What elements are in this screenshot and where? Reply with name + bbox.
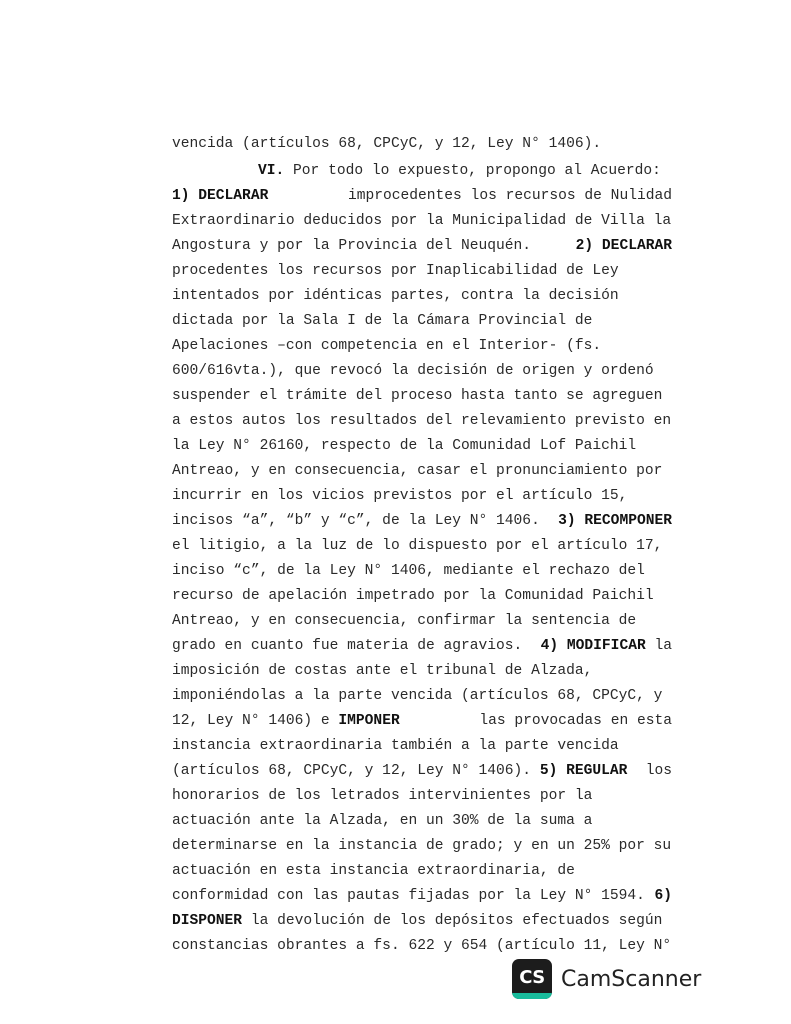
text-line (172, 186, 672, 206)
text-line (172, 261, 672, 281)
text: Antreao, y en consecuencia, confirmar la sentencia de (172, 613, 637, 629)
text-line (172, 486, 672, 506)
bold-item: 5) REGULAR (539, 763, 628, 779)
text: incisos “a”, “b” y “c”, de la Ley N° 1406. (172, 513, 540, 529)
text: grado en cuanto fue materia de agravios. (172, 638, 523, 654)
text-line (172, 836, 672, 856)
bold-item: 6) (654, 888, 672, 904)
text-line (172, 436, 672, 456)
text-line (172, 236, 672, 256)
text-line (172, 134, 672, 154)
text-line (172, 211, 672, 231)
text-line (172, 311, 672, 331)
bold-item: IMPONER (338, 713, 400, 729)
text: constancias obrantes a fs. 622 y 654 (artículo 11, Ley N° (172, 938, 672, 954)
text: intentados por idénticas partes, contra la decisión (172, 288, 619, 304)
text: recurso de apelación impetrado por la Comunidad Paichil (172, 588, 654, 604)
text-line (172, 686, 672, 706)
text: el litigio, a la luz de lo dispuesto por el artículo 17, (172, 538, 663, 554)
bold-item: DISPONER (172, 913, 243, 929)
text: honorarios de los letrados intervinientes por la (172, 788, 593, 804)
text: la Ley N° 26160, respecto de la Comunidad Lof Paichil (172, 438, 637, 454)
text-line (258, 161, 672, 181)
text: Angostura y por la Provincia del Neuquén. (172, 238, 532, 254)
text-line (172, 461, 672, 481)
text: la (654, 638, 672, 654)
text: actuación en esta instancia extraordinaria, de (172, 863, 575, 879)
camscanner-logo-icon (512, 959, 552, 999)
text: vencida (artículos 68, CPCyC, y 12, Ley N° 1406). (172, 136, 602, 152)
text-line (172, 711, 672, 731)
text: Por todo lo expuesto, propongo al Acuerdo: (293, 163, 661, 179)
text: imponiéndolas a la parte vencida (artículos 68, CPCyC, y (172, 688, 663, 704)
text: Antreao, y en consecuencia, casar el pronunciamiento por (172, 463, 663, 479)
logo-letters: CS (519, 966, 545, 988)
text: incurrir en los vicios previstos por el artículo 15, (172, 488, 628, 504)
text-line (172, 736, 672, 756)
text: conformidad con las pautas fijadas por la Ley N° 1594. (172, 888, 645, 904)
text-line (172, 286, 672, 306)
text: los (645, 763, 672, 779)
text-line (172, 811, 672, 831)
bold-item: 1) DECLARAR (172, 188, 269, 204)
text: actuación ante la Alzada, en un 30% de la suma a (172, 813, 593, 829)
text: la devolución de los depósitos efectuados según (250, 913, 663, 929)
camscanner-name: CamScanner (561, 966, 702, 992)
camscanner-watermark (512, 956, 702, 1002)
text: inciso “c”, de la Ley N° 1406, mediante el rechazo del (172, 563, 645, 579)
text: 600/616vta.), que revocó la decisión de origen y ordenó (172, 363, 654, 379)
bold-item: 3) RECOMPONER (558, 513, 672, 529)
text-line (172, 636, 672, 656)
text-line (172, 411, 672, 431)
text-line (172, 786, 672, 806)
text: a estos autos los resultados del relevamiento previsto en (172, 413, 672, 429)
text-line (172, 361, 672, 381)
text-line (172, 886, 672, 906)
text: Apelaciones –con competencia en el Interior- (fs. (172, 338, 602, 354)
logo-accent-bar (512, 993, 552, 999)
section-number: VI. (258, 163, 285, 179)
text: suspender el trámite del proceso hasta tanto se agreguen (172, 388, 663, 404)
text: instancia extraordinaria también a la parte vencida (172, 738, 619, 754)
text-line (172, 861, 672, 881)
text-line (172, 911, 672, 931)
text: imposición de costas ante el tribunal de Alzada, (172, 663, 593, 679)
bold-item: 4) MODIFICAR (540, 638, 646, 654)
text-line (172, 386, 672, 406)
text-line (172, 936, 672, 956)
text: determinarse en la instancia de grado; y en un 25% por su (172, 838, 672, 854)
text: 12, Ley N° 1406) e (172, 713, 330, 729)
text-line (172, 611, 672, 631)
text: (artículos 68, CPCyC, y 12, Ley N° 1406). (172, 763, 532, 779)
text-line (172, 561, 672, 581)
text-line (172, 661, 672, 681)
text: dictada por la Sala I de la Cámara Provincial de (172, 313, 593, 329)
text: improcedentes los recursos de Nulidad (347, 188, 672, 204)
text: las provocadas en esta (479, 713, 672, 729)
text: Extraordinario deducidos por la Municipalidad de Villa la (172, 213, 672, 229)
text-line (172, 336, 672, 356)
text-line (172, 761, 672, 781)
bold-item: 2) DECLARAR (575, 238, 672, 254)
text-line (172, 536, 672, 556)
text-line (172, 511, 672, 531)
text-line (172, 586, 672, 606)
text: procedentes los recursos por Inaplicabilidad de Ley (172, 263, 619, 279)
